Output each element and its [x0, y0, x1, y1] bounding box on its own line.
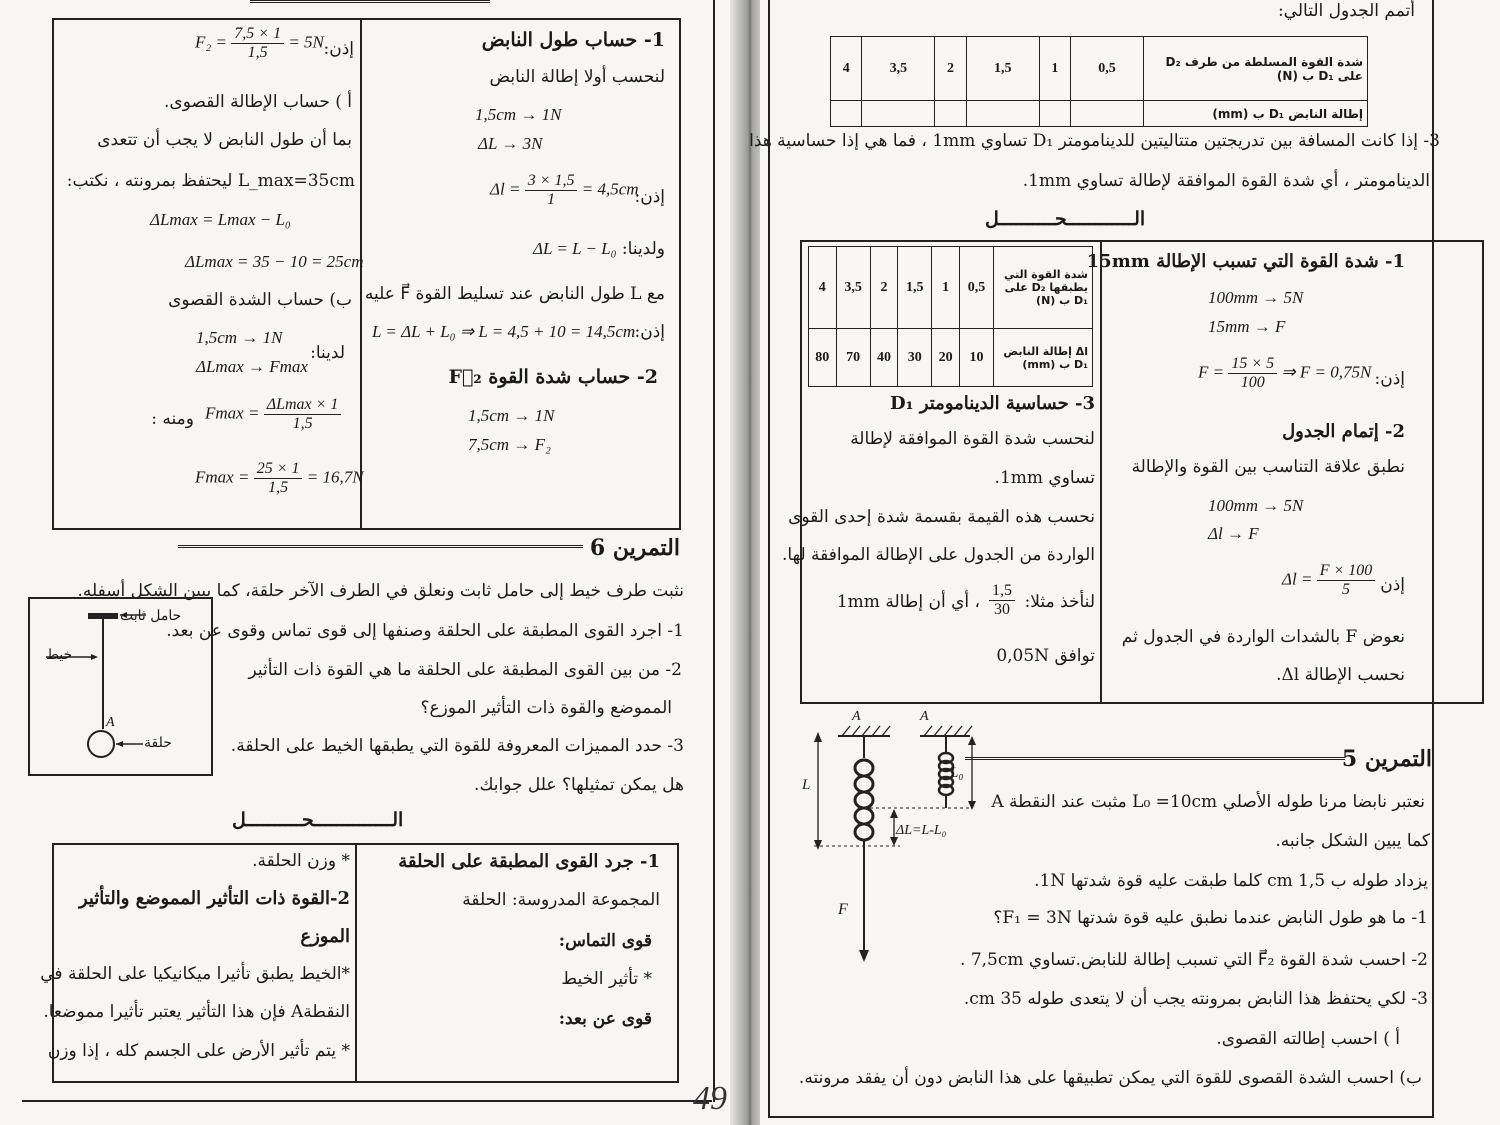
hatch-mark [934, 726, 942, 736]
solution-box-divider [1100, 240, 1102, 702]
table2-force: 0,5 [959, 247, 993, 329]
text-line: لنحسب شدة القوة الموافقة لإطالة [850, 429, 1095, 449]
fraction [525, 172, 578, 209]
eq-part: F = [1198, 362, 1225, 382]
denominator: 5 [1341, 581, 1350, 598]
exercise5-q3a: أ ) احسب إطالته القصوى. [1216, 1029, 1400, 1049]
page-side-rule [768, 0, 770, 1118]
text-line: لدينا: [310, 343, 345, 363]
table1-empty-cell[interactable] [862, 101, 935, 127]
text-line: بما أن طول النابض لا يجب أن تتعدى [97, 130, 352, 150]
label-point-a: A [106, 715, 115, 730]
equation-elongation [1282, 562, 1375, 599]
heading-localized-distributed: 2-القوة ذات التأثير المموضع والتأثير [78, 888, 350, 909]
question-3-cont: الدينامومتر ، أي شدة القوة الموافقة لإطالة تساوي 1mm. [1022, 171, 1430, 191]
spring-figure [790, 712, 1000, 970]
arrowhead [890, 809, 898, 818]
equation: ΔLmax = Lmax − L₀ [150, 210, 291, 229]
equation: Δl → F [1208, 524, 1259, 543]
eq-part: Δl = [490, 179, 521, 199]
solution-box-divider [355, 843, 357, 1081]
fraction [231, 25, 284, 62]
arrowhead [116, 741, 123, 747]
numerator: 25 × 1 [254, 460, 303, 479]
hatch-mark [954, 726, 962, 736]
equation: 100mm → 5N [1208, 496, 1304, 515]
hatch-mark [842, 726, 850, 736]
arrowhead [968, 736, 976, 745]
label-delta-l: ΔL=L-L₀ [896, 823, 947, 838]
fraction [264, 396, 342, 433]
fraction [989, 582, 1015, 619]
label-thread: خيط [46, 647, 73, 663]
question-3: 3- إذا كانت المسافة بين تدريجتين متتاليتين للدينامومتر D₁ تساوي 1mm ، فما هي إذا حساسية هذا [749, 131, 1440, 151]
text-line: * يتم تأثير الأرض على الجسم كله ، إذا وزن [47, 1041, 350, 1061]
sensitivity-fraction-wrap [989, 582, 1015, 619]
table1-value: 0,5 [1071, 37, 1144, 101]
table1-empty-cell[interactable] [831, 101, 862, 127]
heading-force-f2: 2- حساب شدة القوة F⃗₂ [448, 366, 658, 388]
subheading-contact-forces: قوى التماس: [558, 931, 652, 951]
table2-force: 3,5 [836, 247, 870, 329]
text-prefix: إذن [1380, 575, 1405, 595]
exercise5-statement: نعتبر نابضا مرنا طوله الأصلي L₀ =10cm مثبت عند النقطة A [991, 792, 1425, 812]
eq-part: F₂ = [195, 32, 228, 52]
text-line: توافق 0,05N [996, 646, 1095, 666]
ceiling-hatch [842, 726, 890, 736]
fraction [1317, 562, 1376, 599]
text-line: نحسب الإطالة Δl. [1276, 665, 1405, 685]
label-a-relaxed: A [920, 709, 929, 724]
text-line: * وزن الحلقة. [252, 851, 350, 871]
exercise5-statement-cont: يزداد طوله ب 1,5 cm كلما طبقت عليه قوة شدتها 1N. [1034, 871, 1428, 891]
right-page [749, 0, 1500, 1125]
completed-table [808, 246, 1093, 387]
label-a-stretched: A [852, 709, 861, 724]
table1-force-label: شدة القوة المسلطة من طرف D₂ على D₁ ب (N) [1144, 37, 1368, 101]
table1-value: 3,5 [862, 37, 935, 101]
text-prefix: إذن: [634, 187, 665, 207]
text-line: الواردة من الجدول على الإطالة الموافقة لها. [782, 545, 1095, 565]
coil [855, 824, 873, 840]
table1-empty-cell[interactable] [935, 101, 966, 127]
label-force: F⃗ [838, 901, 861, 918]
table1-elongation-label: إطالة النابض D₁ ب (mm) [1144, 101, 1368, 127]
equation: 1,5cm → 1N [468, 406, 555, 425]
heading-forces-inventory: 1- جرد القوى المطبقة على الحلقة [398, 851, 660, 872]
text-line: ، أي أن إطالة 1mm [836, 592, 980, 612]
hatch-mark [852, 726, 860, 736]
heading-complete-table: 2- إتمام الجدول [1282, 421, 1405, 442]
table1-value: 2 [935, 37, 966, 101]
table1-value: 1,5 [966, 37, 1039, 101]
page-bottom-rule [768, 1116, 1433, 1118]
hatch-mark [964, 726, 972, 736]
heading-localized-distributed-cont: الموزع [300, 926, 350, 947]
exercise6-rule [178, 545, 583, 551]
equation-force [1198, 355, 1371, 392]
arrowhead [814, 840, 822, 850]
exercise6-title: التمرين 6 [589, 535, 680, 561]
text-prefix: إذن: [323, 39, 354, 59]
text-line: تساوي 1mm. [994, 468, 1095, 488]
text-line: مع L طول النابض عند تسليط القوة F⃗ عليه [364, 284, 665, 304]
table-to-complete [830, 36, 1368, 127]
equation: ΔL = L − L₀ [533, 239, 617, 258]
label-l: L [802, 777, 811, 793]
eq-part: = 4,5cm [581, 179, 639, 199]
coil [855, 776, 873, 792]
text-prefix: إذن: [1374, 369, 1405, 389]
numerator: 15 × 5 [1228, 355, 1277, 374]
text-prefix: ومنه : [151, 409, 194, 429]
equation-fmax-value [195, 460, 364, 497]
exercise6-intro: نثبت طرف خيط إلى حامل ثابت ونعلق في الطرف الآخر حلقة، كما يبين الشكل أسفله. [77, 581, 684, 601]
equation-f2 [195, 25, 324, 62]
table2-elongation: 10 [959, 329, 993, 387]
label-ring: حلقة [144, 735, 172, 751]
coil [855, 808, 873, 824]
denominator: 1 [547, 191, 556, 208]
arrowhead [814, 732, 822, 742]
label-support: حامل ثابت [120, 608, 182, 624]
text-prefix: إذن: [634, 322, 665, 342]
fraction [1228, 355, 1277, 392]
text-prefix: لنأخذ مثلا: [1024, 592, 1095, 612]
table2-elongation: 70 [836, 329, 870, 387]
eq-part: Δl = [1282, 569, 1313, 589]
arrowhead [859, 950, 869, 962]
table2-elongation: 30 [898, 329, 932, 387]
coil [855, 760, 873, 776]
table1-empty-cell[interactable] [966, 101, 1039, 127]
page-number: 49 [693, 1080, 727, 1117]
exercise6-q2: 2- من بين القوى المطبقة على الحلقة ما هي القوة ذات التأثير [248, 660, 682, 680]
ring-circle [88, 731, 114, 757]
text-line: * تأثير الخيط [561, 969, 652, 989]
denominator: 100 [1240, 374, 1265, 391]
heading-spring-length: 1- حساب طول النابض [481, 29, 665, 51]
numerator: F × 100 [1317, 562, 1376, 581]
eq-part: ⇒ F = 0,75N [1281, 362, 1372, 382]
table2-elongation: 40 [870, 329, 898, 387]
ceiling-hatch [924, 726, 972, 736]
text-line: *الخيط يطبق تأثيرا ميكانيكيا على الحلقة في [40, 964, 350, 984]
exercise6-q3: 3- حدد المميزات المعروفة للقوة التي يطبقها الخيط على الحلقة. [230, 736, 684, 756]
subheading-distance-forces: قوى عن بعد: [558, 1009, 652, 1029]
equation: ΔL → 3N [478, 134, 543, 153]
solution-title: الــــــــــــــحــــــــــل [232, 809, 404, 831]
equation-fmax [205, 396, 341, 433]
table2-force: 4 [809, 247, 837, 329]
table2-force: 1 [932, 247, 960, 329]
equation: 1,5cm → 1N [196, 328, 283, 347]
equation: 7,5cm → F₂ [468, 435, 551, 454]
numerator: ΔLmax × 1 [264, 396, 342, 415]
denominator: 1,5 [292, 415, 313, 432]
heading-sensitivity: 3- حساسية الدينامومتر D₁ [890, 393, 1095, 414]
exercise5-q2: 2- احسب شدة القوة F⃗₂ التي تسبب إطالة للنابض.تساوي 7,5cm . [960, 950, 1428, 970]
text-line: المجموعة المدروسة: الحلقة [462, 890, 660, 910]
text-line: ولدينا: [621, 239, 665, 259]
page-side-rule [713, 0, 715, 1102]
table2-force: 2 [870, 247, 898, 329]
hatch-mark [882, 726, 890, 736]
text-line: نطبق علاقة التناسب بين القوة والإطالة [1131, 457, 1405, 477]
arrowhead [91, 654, 98, 660]
exercise6-q4: هل يمكن تمثيلها؟ علل جوابك. [474, 775, 684, 795]
table1-empty-cell[interactable] [1039, 101, 1070, 127]
coil [855, 792, 873, 808]
exercise5-rule [965, 757, 1345, 763]
label-l0: L₀ [950, 765, 964, 781]
page-side-rule [1432, 0, 1434, 1118]
hatch-mark [862, 726, 870, 736]
table2-elongation: 80 [809, 329, 837, 387]
denominator: 30 [994, 601, 1010, 618]
hatch-mark [924, 726, 932, 736]
numerator: 3 × 1,5 [525, 172, 578, 191]
equation: 1,5cm → 1N [475, 105, 562, 124]
table2-force: 1,5 [898, 247, 932, 329]
equation: ΔLmax → Fmax [196, 357, 308, 376]
eq-part: = 5N [288, 32, 324, 52]
table1-value: 1 [1039, 37, 1070, 101]
exercise6-q1: 1- اجرد القوى المطبقة على الحلقة وصنفها إلى قوى تماس وقوى عن بعد. [166, 621, 684, 641]
exercise5-title: التمرين 5 [1341, 746, 1432, 772]
left-page [0, 0, 740, 1125]
solution-box-spring-length [52, 18, 681, 530]
arrowhead [968, 801, 976, 810]
table2-elongation-label: Δl إطالة النابض D₁ ب (mm) [994, 329, 1093, 387]
support-bar [88, 613, 118, 619]
page-bottom-rule [22, 1100, 712, 1102]
exercise6-q2-cont: المموضع والقوة ذات التأثير الموزع؟ [420, 698, 672, 718]
hatch-mark [944, 726, 952, 736]
table1-empty-cell[interactable] [1071, 101, 1144, 127]
numerator: 7,5 × 1 [231, 25, 284, 44]
fraction [254, 460, 303, 497]
equation: 15mm → F [1208, 317, 1286, 336]
top-rule [250, 0, 490, 6]
denominator: 1,5 [247, 44, 268, 61]
text-line: L_max=35cm ليحتفظ بمرونته ، نكتب: [66, 171, 355, 191]
stretched-spring [855, 760, 873, 840]
text-line: ب) حساب الشدة القصوى [168, 290, 352, 310]
eq-part: = 16,7N [306, 467, 364, 487]
denominator: 1,5 [268, 479, 289, 496]
text-line: نعوض F بالشدات الواردة في الجدول ثم [1121, 627, 1405, 647]
table1-value: 4 [831, 37, 862, 101]
exercise5-q1: 1- ما هو طول النابض عندما نطبق عليه قوة شدتها F₁ = 3N؟ [993, 908, 1428, 928]
equation: ΔLmax = 35 − 10 = 25cm [185, 252, 364, 271]
table2-elongation: 20 [932, 329, 960, 387]
equation: 100mm → 5N [1208, 288, 1304, 307]
equation: L = ΔL + L₀ ⇒ L = 4,5 + 10 = 14,5cm [372, 322, 636, 341]
solution-title: الــــــــــــحــــــــــل [985, 208, 1146, 230]
exercise5-statement-cont: كما يبين الشكل جانبه. [1275, 831, 1430, 851]
heading-force-15mm: 1- شدة القوة التي تسبب الإطالة 15mm [1086, 251, 1405, 272]
numerator: 1,5 [989, 582, 1015, 601]
eq-part: Fmax = [195, 467, 250, 487]
eq-part: Fmax = [205, 403, 260, 423]
table2-force-label: شدة القوة التي يطبقها D₂ على D₁ ب (N) [994, 247, 1093, 329]
exercise5-q3b: ب) احسب الشدة القصوى للقوة التي يمكن تطبيقها على هذا النابض دون أن يفقد مرونته. [798, 1068, 1422, 1088]
instruction-complete-table: أتمم الجدول التالي: [1277, 1, 1415, 21]
text-line: النقطةA فإن هذا التأثير يعتبر تأثيرا مموضعا. [43, 1002, 350, 1022]
exercise5-q3: 3- لكي يحتفظ هذا النابض بمرونته يجب أن لا يتعدى طوله 35 cm. [963, 989, 1428, 1009]
hatch-mark [872, 726, 880, 736]
text-line: نحسب هذه القيمة بقسمة شدة إحدى القوى [788, 507, 1095, 527]
text-line: أ ) حساب الإطالة القصوى. [164, 92, 352, 112]
equation-delta-l [490, 172, 639, 209]
text-line: لنحسب أولا إطالة النابض [489, 67, 665, 87]
